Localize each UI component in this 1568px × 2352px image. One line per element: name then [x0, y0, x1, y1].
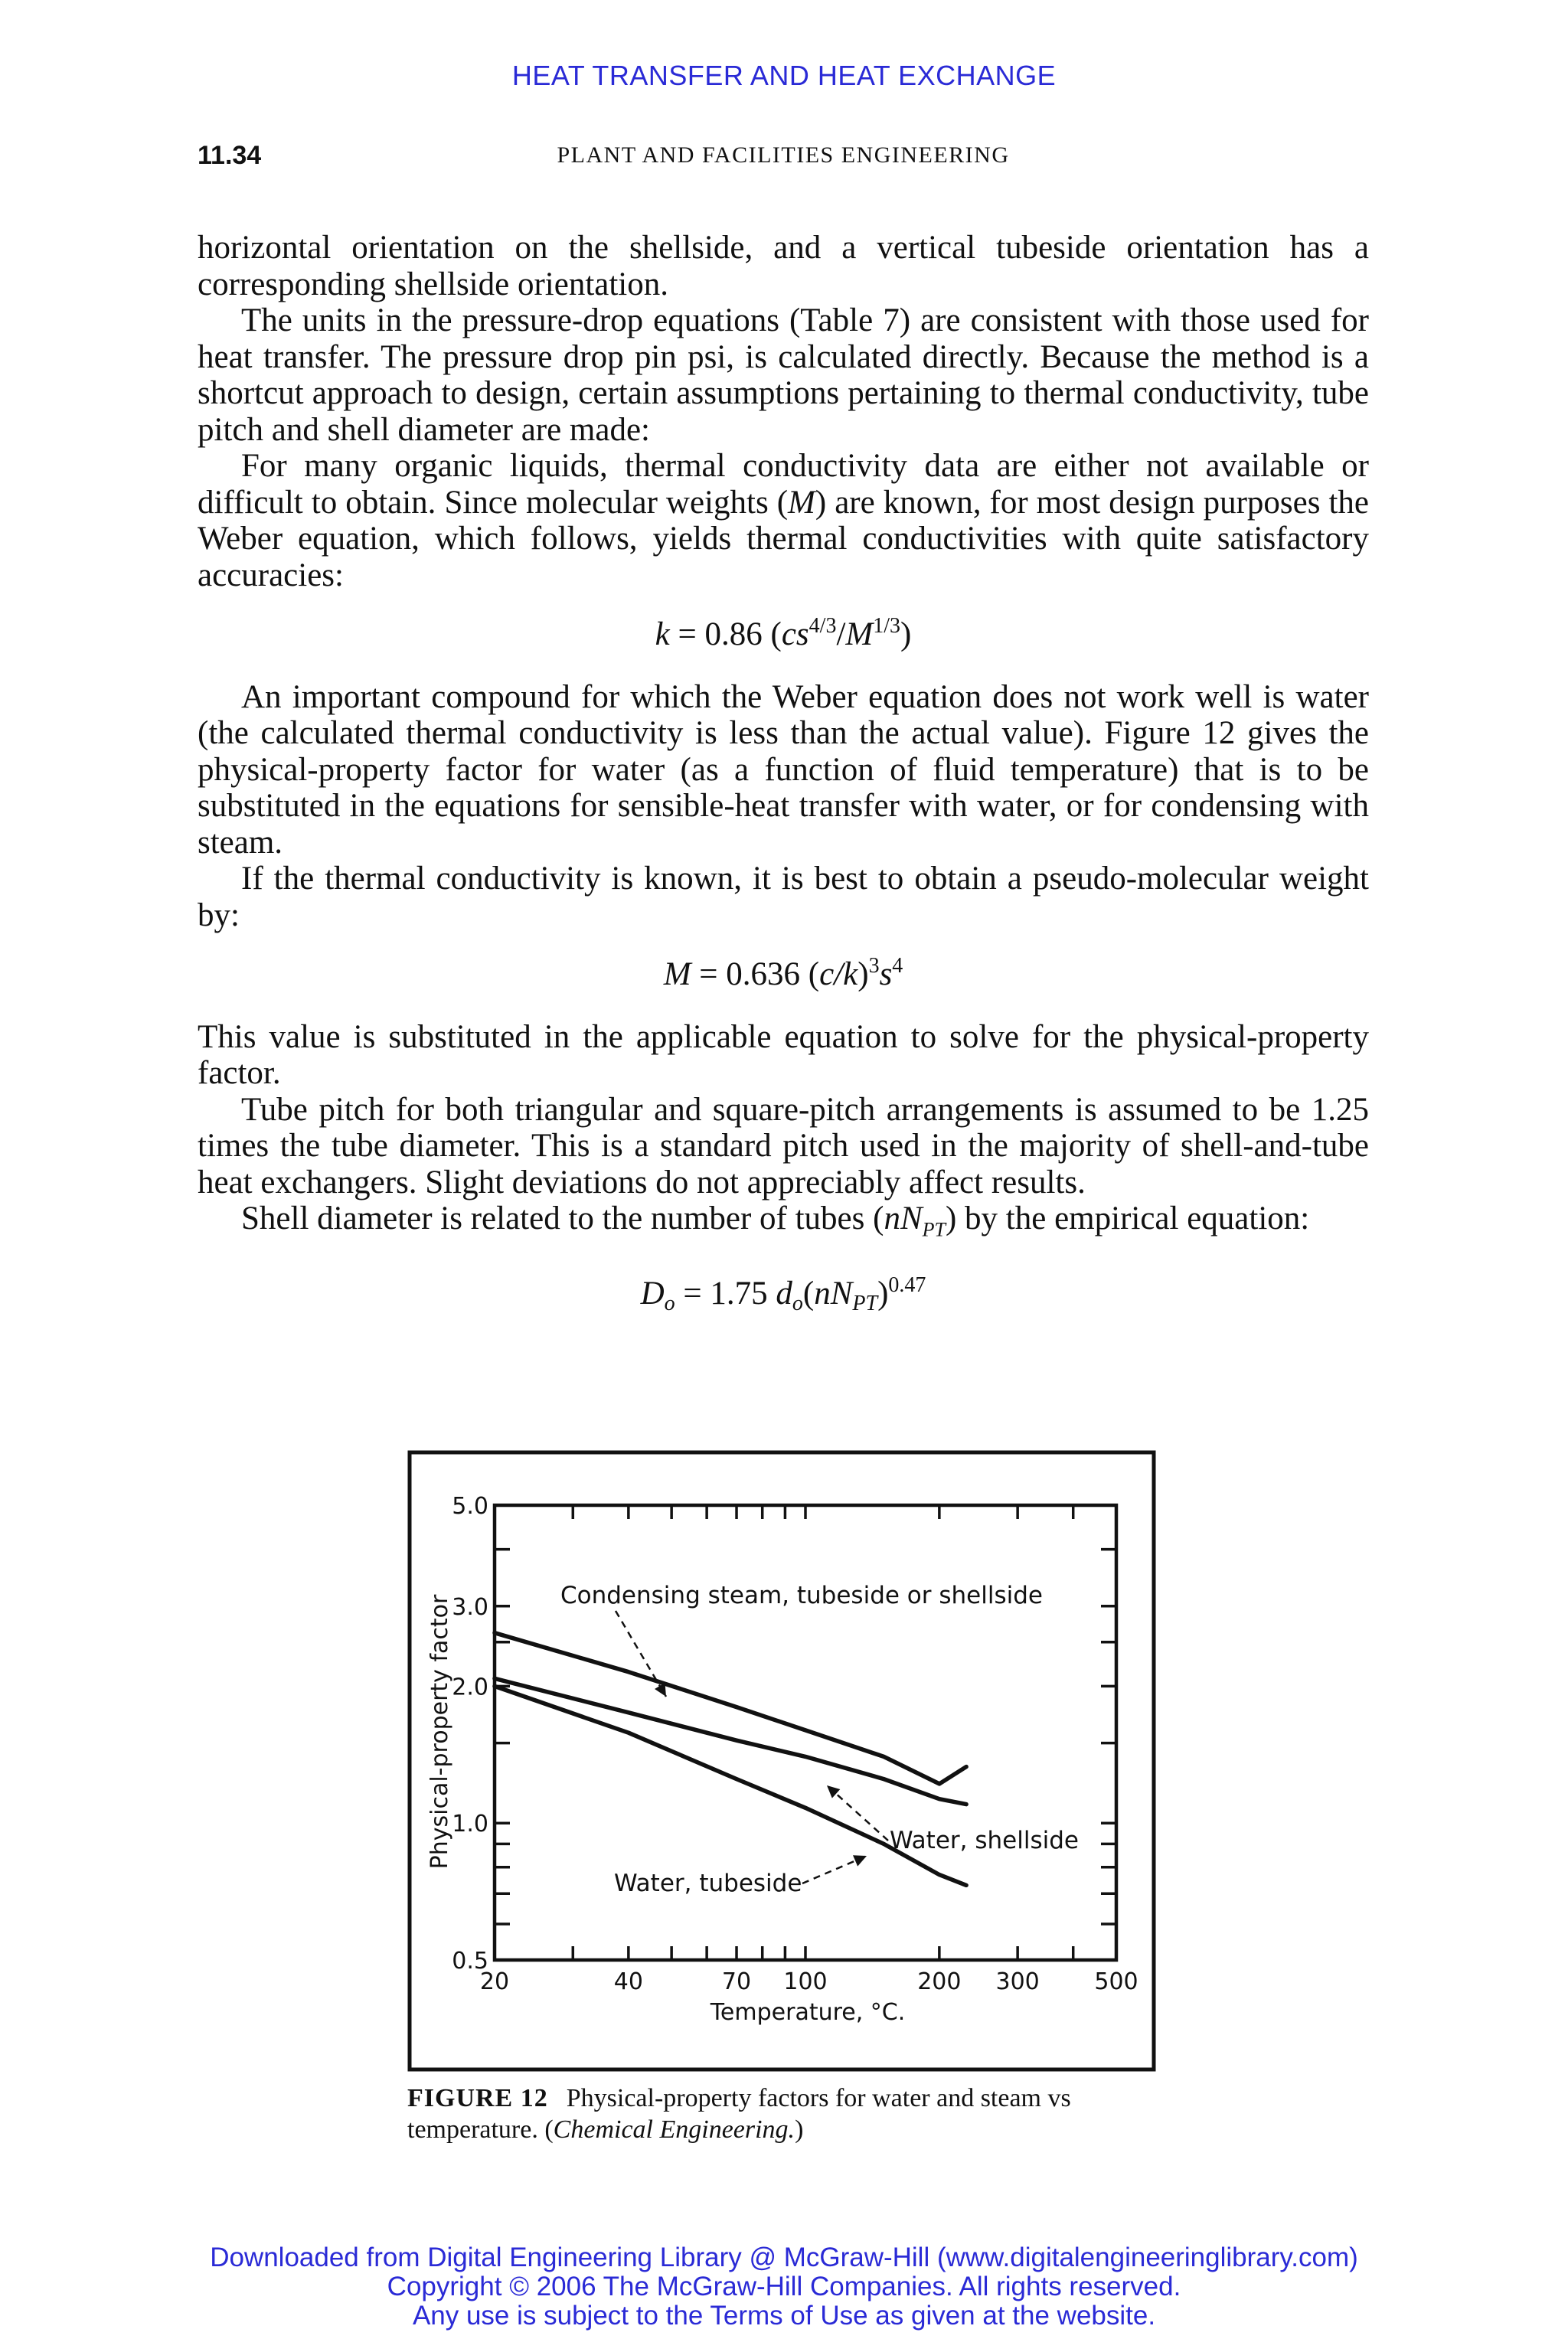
y-tick-label: 2.0	[452, 1674, 488, 1701]
figure-12	[407, 1450, 1156, 2072]
footer-download-line: Downloaded from Digital Engineering Library @ McGraw-Hill (www.digitalengineeringlibrary.com)	[210, 2243, 1358, 2272]
condensing-steam-line	[495, 1633, 966, 1784]
running-head-title: PLANT AND FACILITIES ENGINEERING	[557, 142, 1010, 168]
y-axis-label: Physical-property factor	[426, 1594, 453, 1870]
paragraph-7: Tube pitch for both triangular and square-pitch arrangements is assumed to be 1.25 times the tube diameter. This is a standard pitch used in the majority of shell-and-tube heat exchangers. Slight deviations do not appreciably affect results.	[198, 1091, 1369, 1200]
x-tick-label: 20	[479, 1968, 510, 1995]
page-number: 11.34	[198, 141, 262, 170]
running-head	[198, 141, 1369, 175]
shell-diameter-equation: $D_o = 1.75$ $d_o(nN_{PT})^{0.47}$	[640, 1273, 926, 1316]
annotation-water-shellside: Water, shellside	[890, 1827, 1079, 1854]
water-shellside-line	[495, 1678, 966, 1804]
y-tick-label: 0.5	[452, 1948, 488, 1975]
weber-equation: k = 0.86 $(cs^{4/3}/M^{1/3})$	[655, 614, 912, 652]
paragraph-1: horizontal orientation on the shellside, and a vertical tubeside orientation has a corresponding shellside orientation.	[198, 230, 1369, 302]
paragraph-4: An important compound for which the Weber equation does not work well is water (the calculated thermal conductivity is less than the actual value). Figure 12 gives the physical-property factor for water (as a function of fluid temperature) that is to be substituted in the equations for sensible-heat transfer with water, or for condensing with steam.	[198, 678, 1369, 861]
x-tick-label: 300	[995, 1968, 1040, 1995]
body-text	[198, 230, 1369, 1338]
x-axis-label: Temperature, °C.	[710, 1999, 906, 2026]
x-tick-label: 100	[783, 1968, 828, 1995]
axis-tick-labels	[452, 1493, 1138, 1995]
axis-ticks	[495, 1505, 1116, 1960]
x-tick-label: 70	[721, 1968, 752, 1995]
annotations	[560, 1582, 1079, 1897]
water-tubeside-line	[495, 1686, 966, 1885]
section-banner: HEAT TRANSFER AND HEAT EXCHANGE	[511, 60, 1057, 91]
molecular-weight-equation: M = 0.636 $(c/k)^3s^4$	[663, 954, 903, 992]
paragraph-2: The units in the pressure-drop equations (Table 7) are consistent with those used for heat transfer. The pressure drop pin psi, is calculated directly. Because the method is a shortcut approach to design, certain assumptions pertaining to thermal conductivity, tube pitch and shell diameter are made:	[198, 302, 1369, 448]
arrow-water-tubeside-head	[853, 1855, 867, 1866]
y-tick-label: 5.0	[452, 1493, 488, 1520]
figure-caption: FIGURE 12 Physical-property factors for water and steam vs temperature. (Chemical Engineering.)	[407, 2084, 1071, 2144]
footer-copyright-line: Copyright © 2006 The McGraw-Hill Companies. All rights reserved.	[387, 2272, 1181, 2301]
plot-area	[495, 1505, 1116, 1960]
annotation-water-tubeside: Water, tubeside	[614, 1870, 802, 1897]
x-tick-label: 40	[613, 1968, 643, 1995]
annotation-condensing-steam: Condensing steam, tubeside or shellside	[560, 1582, 1043, 1609]
y-tick-label: 1.0	[452, 1811, 488, 1838]
paragraph-8: Shell diameter is related to the number of tubes $(nN_{PT})$ by the empirical equation:	[241, 1200, 1310, 1241]
x-tick-label: 500	[1094, 1968, 1138, 1995]
y-tick-label: 3.0	[452, 1593, 488, 1621]
physical-property-chart	[407, 1450, 1156, 2072]
arrow-condensing-steam-head	[655, 1683, 666, 1697]
paragraph-5: If the thermal conductivity is known, it is best to obtain a pseudo-molecular weight by:	[198, 861, 1369, 933]
paragraph-6: This value is substituted in the applicable equation to solve for the physical-property factor.	[198, 1018, 1369, 1091]
footer-terms-line: Any use is subject to the Terms of Use as given at the website.	[412, 2301, 1156, 2331]
x-tick-label: 200	[917, 1968, 962, 1995]
paragraph-3: For many organic liquids, thermal conductivity data are either not available or difficult to obtain. Since molecular weights (M) are known, for most design purposes the Weber equation, which follows, yields thermal conductivities with quite satisfactory accuracies:	[198, 448, 1369, 593]
figure-frame	[410, 1452, 1154, 2069]
